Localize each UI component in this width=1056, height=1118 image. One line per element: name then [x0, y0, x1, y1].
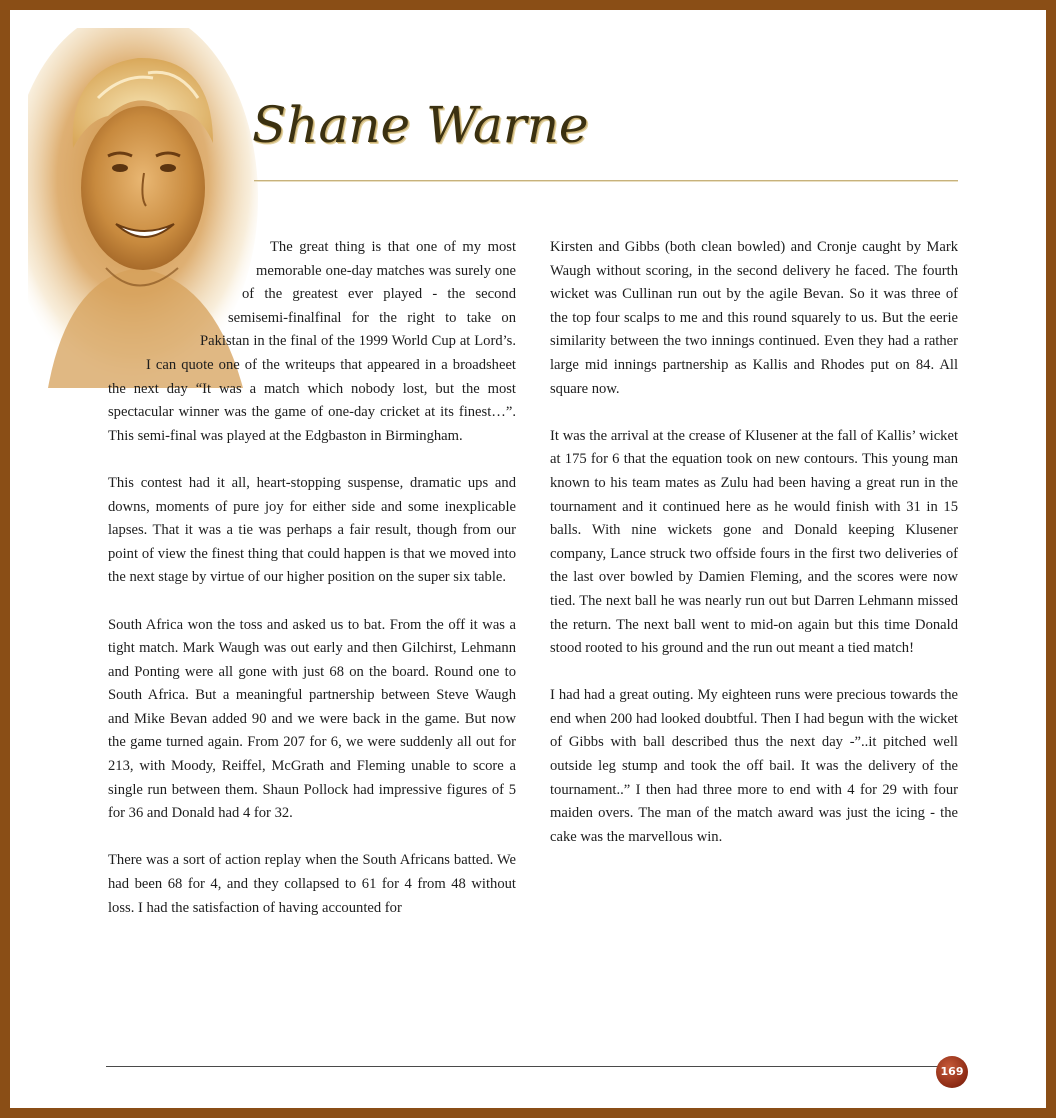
- title-divider: [254, 180, 958, 182]
- paragraph: The great thing is that one of my most memorable one-day matches was surely one of the greatest ever played - the second semisemi-finalfinal for the right to take on Pakistan in the final of the 1999 World Cup at Lord’s. I can quote one of the writeups that appeared in a broadsheet the next day “It was a match which nobody lost, but the most spectacular winner was the game of one-day cricket at its finest…”. This semi-final was played at the Edgbaston in Birmingham.: [108, 239, 516, 444]
- wrap-spacer: [108, 354, 146, 378]
- left-column: [108, 236, 516, 944]
- footer-divider: [106, 1066, 944, 1067]
- wrap-spacer: [108, 330, 200, 354]
- wrap-spacer: [108, 260, 256, 284]
- right-column: [550, 236, 958, 873]
- wrap-spacer: [108, 307, 228, 331]
- wrap-spacer: [108, 283, 242, 307]
- paragraph: This contest had it all, heart-stopping suspense, dramatic ups and downs, moments of pure joy for either side and some inexplicable lapses. That it was a tie was perhaps a fair result, though from our point of view the finest thing that could happen is that we moved into the next stage by virtue of our higher position on the super six table.: [108, 474, 516, 586]
- paragraph: Kirsten and Gibbs (both clean bowled) and Cronje caught by Mark Waugh without scoring, in the second delivery he faced. The fourth wicket was Cullinan run out by the agile Bevan. So it was three of the top four scalps to me and this round squarely to us. But the eerie similarity between the two innings continued. Even they had a rather large mid innings partnership as Kallis and Rhodes put on 84. All square now.: [550, 239, 958, 397]
- page-title: Shane Warne: [252, 96, 589, 154]
- page-number-badge: 169: [936, 1056, 968, 1088]
- book-page: [10, 10, 1046, 1108]
- paragraph: South Africa won the toss and asked us to bat. From the off it was a tight match. Mark Waugh was out early and then Gilchirst, Lehmann and Ponting were all gone with just 68 on the board. Round one to South Africa. But a meaningful partnership between Steve Waugh and Mike Bevan added 90 and we were back in the game. But now the game turned again. From 207 for 6, we were suddenly all out for 213, with Moody, Reiffel, McGrath and Fleming unable to score a single run between them. Shaun Pollock had impressive figures of 5 for 36 and Donald had 4 for 32.: [108, 616, 516, 822]
- paragraph: I had had a great outing. My eighteen runs were precious towards the end when 200 had looked doubtful. Then I had begun with the wicket of Gibbs with ball described thus the next day -”..it pitched well outside leg stump and took the off bail. It was the delivery of the tournament..” I then had three more to end with 4 for 29 with four maiden overs. The man of the match award was just the icing - the cake was the marvellous win.: [550, 687, 958, 845]
- wrap-spacer: [108, 236, 270, 260]
- paragraph: It was the arrival at the crease of Klusener at the fall of Kallis’ wicket at 175 for 6 that the equation took on new contours. This young man known to his team mates as Zulu had been having a great run in the tournament and it continued here as he would finish with 31 in 15 balls. With nine wickets gone and Donald keeping Klusener company, Lance struck two offside fours in the first two deliveries of the last over bowled by Damien Fleming, and the scores were now tied. The next ball he was nearly run out but Darren Lehmann missed the return. The next ball went to mid-on again but this time Donald stood rooted to his ground and the run out meant a tied match!: [550, 427, 958, 657]
- paragraph: There was a sort of action replay when the South Africans batted. We had been 68 for 4, and they collapsed to 61 for 4 from 48 without loss. I had the satisfaction of having accounted for: [108, 852, 516, 916]
